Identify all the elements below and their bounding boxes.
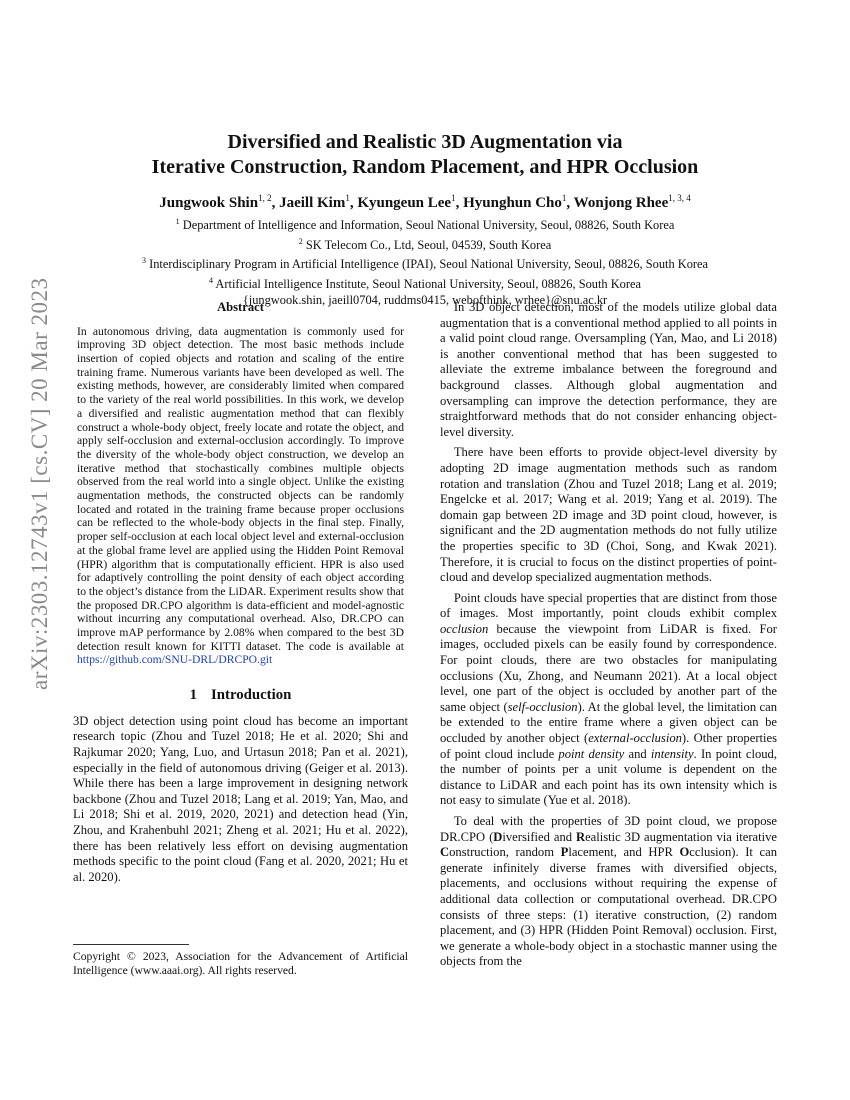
author-emails: {jungwook.shin, jaeill0704, ruddms0415, webofthink, wrhee}@snu.ac.kr (242, 292, 608, 307)
author-name: Jungwook Shin (159, 195, 259, 211)
footnote-rule (73, 944, 189, 945)
author-sup: 1, 3, 4 (668, 193, 691, 203)
intro-paragraph: 3D object detection using point cloud has become an important research topic (Zhou and Tuzel 2018; He et al. 2020; Shi and Rajkumar 2020; Yang, Luo, and Urtasun 2018; Pan et al. 2021), especially in the field of autonomous driving (Geiger et al. 2013). While there has been a large improvement in designing network backbone (Zhou and Tuzel 2018; Lang et al. 2019; Yan, Mao, and Li 2018; Shi et al. 2019, 2020, 2021) and detection head (Yin, Zhou, and Krahenbuhl 2021; Zheng et al. 2021; Hu et al. 2022), there has been relatively less effort on devising augmentation methods specific to the point cloud (Fang et al. 2020, 2021; Hu et al. 2020). (73, 713, 408, 884)
author-sup: 1 (561, 193, 567, 203)
section-heading-introduction (73, 688, 408, 704)
abstract-body: In autonomous driving, data augmentation is commonly used for improving 3D object detection. The most basic methods include insertion of copied objects and rotation and scaling of the entire training frame. Numerous variants have been developed as well. The existing methods, however, are considerably limited when compared to the variety of the real world possibilities. In this work, we develop a diversified and realistic augmentation method that can flexibly construct a whole-body object, freely locate and rotate the object, and apply self-occlusion and external-occlusion accordingly. To improve the diversity of the whole-body object construction, we develop an iterative method that stochastically combines multiple objects observed from the real world into a single object. Unlike the existing augmentation methods, the constructed objects can be randomly located and rotated in the training frame because proper occlusions can be reflected to the whole-body objects in the final step. Finally, proper self-occlusion at each local object level and external-occlusion at the global frame level are applied using the Hidden Point Removal (HPR) algorithm that is computationally efficient. HPR is also used for adaptively controlling the point density of each object according to the object’s distance from the LiDAR. Experiment results show that the proposed DR.CPO algorithm is data-efficient and model-agnostic without incurring any computational overhead. Also, DR.CPO can improve mAP performance by 2.08% when compared to the best 3D detection result known for KITTI dataset. The code is available at https://github.com/SNU-DRL/DRCPO.git (77, 324, 404, 667)
paragraph: There have been efforts to provide object-level diversity by adopting 2D image augmentation methods such as random rotation and translation (Zhou and Tuzel 2018; Lang et al. 2019; Engelcke et al. 2017; Wang et al. 2019; Yang et al. 2019). The domain gap between 2D image and 3D point cloud, however, is significant and the 2D augmentation methods do not fully utilize the properties specific to 3D (Choi, Song, and Kwak 2021). Therefore, it is crucial to focus on the distinct properties of point-cloud and develop specialized augmentation methods. (440, 445, 777, 585)
section-title: Introduction (211, 687, 292, 704)
paper-header (70, 130, 780, 308)
left-column (73, 300, 408, 885)
paragraph: To deal with the properties of 3D point cloud, we propose DR.CPO (Diversified and Realistic 3D augmentation via iterative Construction, random Placement, and HPR Occlusion). It can generate infinitely diverse frames with diversified objects, placements, and occlusions without requiring the expense of additional data collection or computational overhead. DR.CPO consists of three steps: (1) iterative construction, (2) random placement, and (3) HPR (Hidden Point Removal) occlusion. First, we generate a whole-body object in a stochastic manner using the objects from the (440, 814, 778, 969)
affiliation-list (70, 214, 780, 308)
author-name: Jaeill Kim (279, 195, 346, 211)
author-name: Wonjong Rhee (573, 195, 669, 211)
section-number: 1 (189, 687, 198, 704)
author-name: Kyungeun Lee (357, 195, 452, 211)
paragraph: In 3D object detection, most of the models utilize global data augmentation that is a conventional method applied to all points in a valid point cloud range. Oversampling (Yan, Mao, and Li 2018) is another conventional method that has been suggested to alleviate the extreme imbalance between the foreground and background classes. Although global augmentation and oversampling can improve the detection performance, they are straightforward methods that do not consider enhancing object-level diversity. (440, 300, 777, 439)
copyright-footnote: Copyright © 2023, Association for the Advancement of Artificial Intelligence (www.aaai.org). All rights reserved. (73, 950, 408, 977)
abstract-heading: Abstract (217, 300, 264, 314)
paragraph: Point clouds have special properties that are distinct from those of images. Most importantly, point clouds exhibit complex occlusion because the viewpoint from LiDAR is fixed. For images, occluded pixels can be easily found by correspondence. For point clouds, there are two obstacles for manipulating occlusions (Xu, Zhong, and Neumann 2021). At a local object level, one part of the object is occluded by another part of the same object (self-occlusion). At the global level, the limitation can be extended to the entire frame where a given object can be occluded by another object (external-occlusion). Other properties of point cloud include point density and intensity. In point cloud, the number of points per a unit volume is dependent on the distance to LiDAR and each point has its own intensity which is not easy to simulate (Yue et al. 2018). (440, 590, 777, 808)
affiliation: $^4$ Artificial Intelligence Institute, Seoul National University, Seoul, 08826, South Korea (209, 276, 641, 292)
author-name: Hyunghun Cho (463, 195, 562, 211)
author-sup: 1, 2 (258, 193, 272, 203)
author-list: Jungwook Shin$^{1, 2}$, Jaeill Kim$^1$, Kyungeun Lee$^1$, Hyunghun Cho$^1$, Wonjong Rhee$^{1, 3, 4}$ (159, 193, 691, 211)
code-link[interactable]: https://github.com/SNU-DRL/DRCPO.git (77, 653, 273, 667)
arxiv-stamp: arXiv:2303.12743v1 [cs.CV] 20 Mar 2023 (27, 277, 52, 690)
author-sup: 1 (345, 193, 350, 203)
author-sup: 1 (451, 193, 456, 203)
title-line-2: Iterative Construction, Random Placement, and HPR Occlusion (151, 156, 699, 178)
right-column (440, 300, 777, 975)
affiliation: $^2$ SK Telecom Co., Ltd, Seoul, 04539, South Korea (298, 236, 552, 252)
affiliation: $^1$ Department of Intelligence and Information, Seoul National University, Seoul, 08826, South Korea (175, 217, 675, 233)
title-line-1: Diversified and Realistic 3D Augmentation via (227, 131, 623, 153)
paper-title (70, 130, 780, 180)
affiliation: $^3$ Interdisciplinary Program in Artificial Intelligence (IPAI), Seoul National University, Seoul, 08826, South Korea (141, 256, 709, 272)
